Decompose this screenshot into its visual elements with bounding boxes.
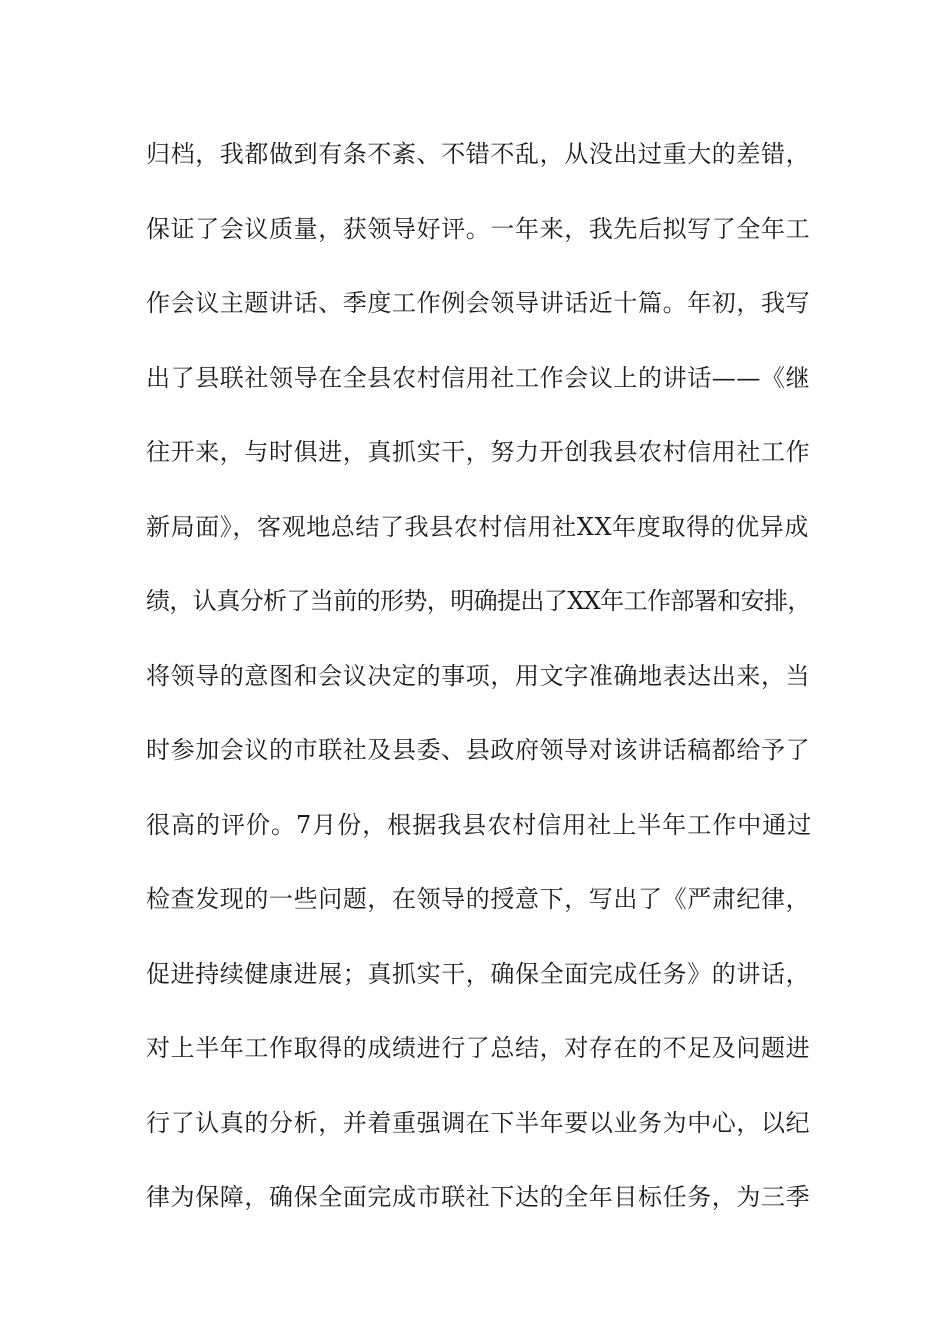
text-line-8: 将领导的意图和会议决定的事项，用文字准确地表达出来，当 — [146, 661, 811, 690]
document-body — [146, 134, 811, 1252]
text-line-11: 检查发现的一些问题，在领导的授意下，写出了《严肃纪律， — [146, 885, 811, 913]
text-line-6: 新局面》，客观地总结了我县农村信用社XX年度取得的优异成 — [146, 512, 809, 541]
text-line-15: 律为保障，确保全面完成市联社下达的全年目标任务，为三季 — [146, 1183, 811, 1211]
text-line-4: 出了县联社领导在全县农村信用社工作会议上的讲话——《继 — [146, 363, 811, 392]
text-line-13: 对上半年工作取得的成绩进行了总结，对存在的不足及问题进 — [146, 1034, 811, 1062]
text-line-1: 归档，我都做到有条不紊、不错不乱，从没出过重大的差错， — [146, 140, 811, 168]
text-line-5: 往开来，与时俱进，真抓实干，努力开创我县农村信用社工作 — [146, 438, 811, 466]
text-line-3: 作会议主题讲话、季度工作例会领导讲话近十篇。年初，我写 — [146, 289, 811, 317]
text-line-10: 很高的评价。7月份，根据我县农村信用社上半年工作中通过 — [146, 810, 813, 839]
text-line-9: 时参加会议的市联社及县委、县政府领导对该讲话稿都给予了 — [146, 736, 811, 764]
text-line-12: 促进持续健康进展；真抓实干，确保全面完成任务》的讲话， — [146, 959, 811, 988]
text-line-14: 行了认真的分析，并着重强调在下半年要以业务为中心，以纪 — [146, 1108, 811, 1137]
text-line-7: 绩，认真分析了当前的形势，明确提出了XX年工作部署和安排， — [146, 587, 811, 615]
text-line-2: 保证了会议质量，获领导好评。一年来，我先后拟写了全年工 — [146, 214, 811, 243]
